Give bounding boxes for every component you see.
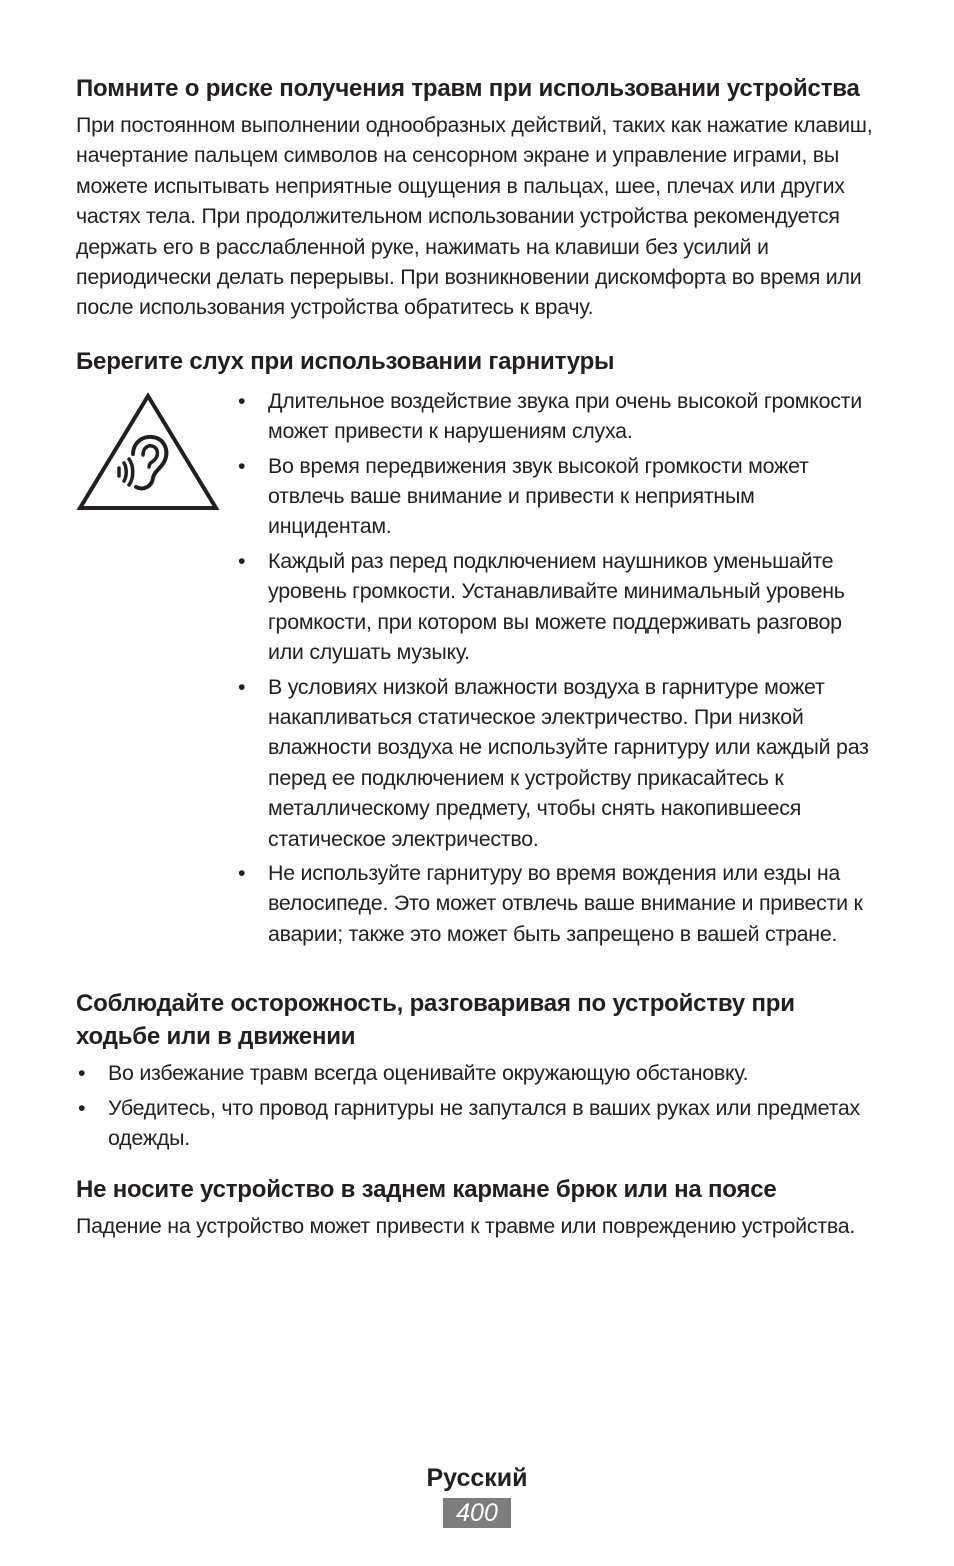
list-item: • Не используйте гарнитуру во время вождения или езды на велосипеде. Это может отвлечь ваше внимание и привести к аварии; также это может быть запрещено в вашей стране. [236,858,876,949]
document-page [76,72,876,1242]
section-body: Падение на устройство может привести к травме или повреждению устройства. [76,1214,856,1239]
section-title: Берегите слух при использовании гарнитуры [76,347,615,375]
walking-bullet-list [76,1058,876,1153]
list-item: • Во избежание травм всегда оценивайте окружающую обстановку. [76,1058,876,1088]
section-body: При постоянном выполнении однообразных действий, таких как нажатие клавиш, начертание пальцем символов на сенсорном экране и управление играми, вы можете испытывать неприятные ощущения в пальцах, шее, плечах или других частях тела. При продолжительном использовании устройства рекомендуется держать его в расслабленной руке, нажимать на клавиши без усилий и периодически делать перерывы. При возникновении дискомфорта во время или после использования устройства обратитесь к врачу. [76,113,873,320]
section-title: Не носите устройство в заднем кармане брюк или на поясе [76,1176,777,1204]
list-item: • Убедитесь, что провод гарнитуры не запутался в ваших руках или предметах одежды. [76,1093,876,1154]
section-title: Помните о риске получения травм при использовании устройства [76,75,860,102]
section-title: Соблюдайте осторожность, разговаривая по устройству при ходьбе или в движении [76,990,795,1051]
section-walking [76,987,876,1153]
list-item: • Каждый раз перед подключением наушников уменьшайте уровень громкости. Устанавливайте минимальный уровень громкости, при котором вы можете поддерживать разговор или слушать музыку. [236,546,876,668]
list-item: • Длительное воздействие звука при очень высокой громкости может привести к нарушениям слуха. [236,386,876,447]
footer-language: Русский [426,1464,528,1492]
section-repetitive-strain [76,72,876,323]
section-hearing [76,345,876,953]
hearing-content [76,386,876,953]
page-footer [0,1462,954,1528]
hearing-bullet-list [236,386,876,953]
page-number: 400 [443,1498,511,1528]
section-back-pocket [76,1173,876,1241]
hearing-warning-icon [76,392,220,512]
list-item: • Во время передвижения звук высокой громкости может отвлечь ваше внимание и привести к неприятным инцидентам. [236,451,876,542]
list-item: • В условиях низкой влажности воздуха в гарнитуре может накапливаться статическое электричество. При низкой влажности воздуха не используйте гарнитуру или каждый раз перед ее подключением к устройству прикасайтесь к металлическому предмету, чтобы снять накопившееся статическое электричество. [236,672,876,854]
